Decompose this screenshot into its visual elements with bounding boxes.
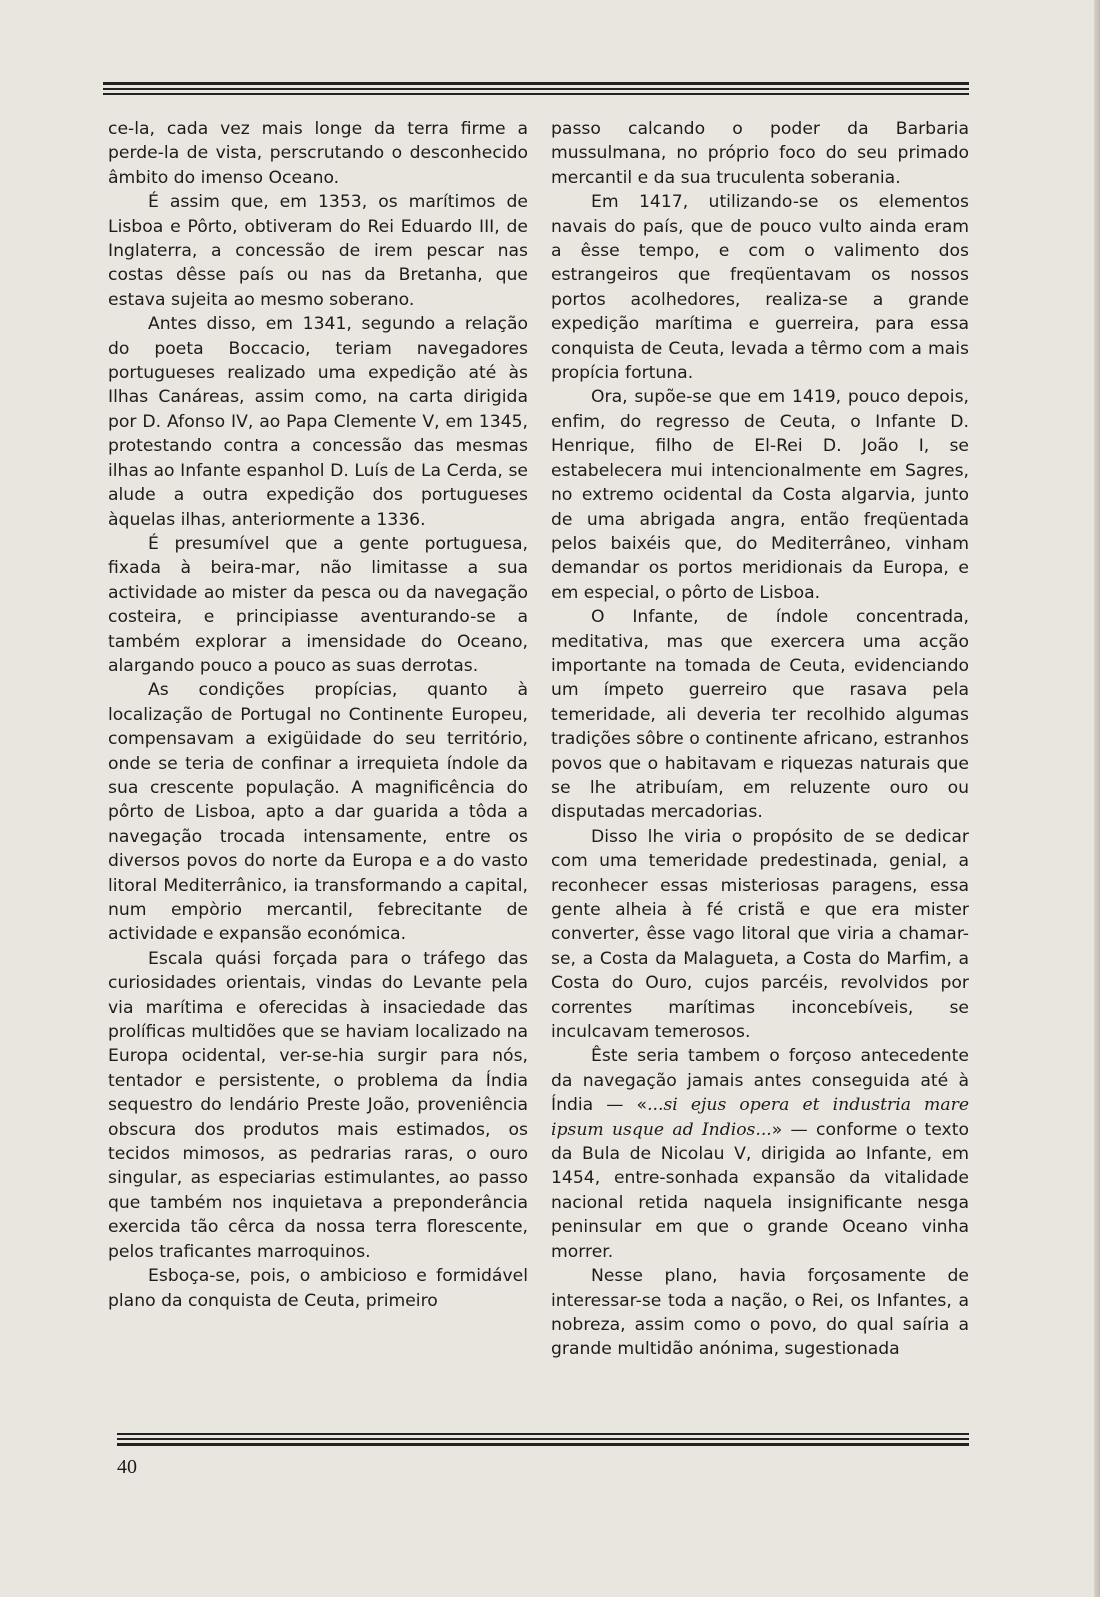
- paragraph: Esboça-se, pois, o ambicioso e formidável plano da conquista de Ceuta, primeiro: [108, 1266, 528, 1311]
- page-number: 40: [117, 1456, 137, 1478]
- latin-quotation: ...si ejus opera et industria mare ipsum usque ad Indios...: [551, 1095, 969, 1140]
- paragraph: Antes disso, em 1341, segundo a relação do poeta Boccacio, teriam navegadores portugueses realizado uma expedição até às Ilhas Canáreas, assim como, na carta dirigida por D. Afonso IV, ao Papa Clemente V, em 1345, protestando contra a concessão das mesmas ilhas ao Infante espanhol D. Luís de La Cerda, se alude a outra expedição dos portugueses àquelas ilhas, anteriormente a 1336.: [108, 314, 528, 530]
- paragraph: Escala quási forçada para o tráfego das curiosidades orientais, vindas do Levante pela via marítima e oferecidas à insaciedade das prolíficas multidões que se haviam localizado na Europa ocidental, ver-se-hia surgir para nós, tentador e persistente, o problema da Índia sequestro do lendário Preste João, proveniência obscura dos produtos mais estimados, os tecidos mimosos, as pedrarias raras, o ouro singular, as especiarias estimulantes, ao passo que também nos inquietava a preponderância exercida tão cêrca da nossa terra florescente, pelos traficantes marroquinos.: [108, 948, 528, 1262]
- right-column: [551, 117, 969, 1362]
- paragraph: Em 1417, utilizando-se os elementos navais do país, que de pouco vulto ainda eram a êsse tempo, e com o valimento dos estrangeiros que freqüentavam os nossos portos acolhedores, realiza-se a grande expedição marítima e guerreira, para essa conquista de Ceuta, levada a têrmo com a mais propícia fortuna.: [551, 192, 969, 384]
- page-edge: [1094, 0, 1100, 1597]
- paragraph: O Infante, de índole concentrada, meditativa, mas que exercera uma acção importante na tomada de Ceuta, evidenciando um ímpeto guerreiro que rasava pela temeridade, ali deveria ter recolhido algumas tradições sôbre o continente africano, estranhos povos que o habitavam e riquezas naturais que se lhe atribuíam, em reluzente ouro ou disputadas mercadorias.: [551, 607, 969, 823]
- paragraph: Ora, supõe-se que em 1419, pouco depois, enfim, do regresso de Ceuta, o Infante D. Henrique, filho de El-Rei D. João I, se estabelecera mui intencionalmente em Sagres, no extremo ocidental da Costa algarvia, junto de uma abrigada angra, então freqüentada pelos baixéis que, do Mediterrâneo, vinham demandar os portos meridionais da Europa, e em especial, o pôrto de Lisboa.: [551, 387, 969, 603]
- paragraph: É presumível que a gente portuguesa, fixada à beira-mar, não limitasse a sua actividade ao mister da pesca ou da navegação costeira, e principiasse aventurando-se a também explorar a imensidade do Oceano, alargando pouco a pouco as suas derrotas.: [108, 533, 528, 676]
- paragraph: Disso lhe viria o propósito de se dedicar com uma temeridade predestinada, genial, a reconhecer essas misteriosas paragens, essa gente alheia à fé cristã e que era mister converter, êsse vago litoral que viria a chamar-se, a Costa da Malagueta, a Costa do Marfim, a Costa do Ouro, cujos parcéis, revolvidos por correntes marítimas inconcebíveis, se inculcavam temerosos.: [551, 826, 969, 1043]
- footer-rule: [117, 1433, 969, 1449]
- quote-trail-text: » — conforme o texto da Bula de Nicolau V, dirigida ao Infante, em 1454, entre-sonhada expansão da vitalidade nacional retida naquela insignificante nesga peninsular em que o grande Oceano vinha morrer.: [551, 1119, 969, 1262]
- left-column: [108, 117, 528, 1313]
- paragraph: É assim que, em 1353, os marítimos de Lisboa e Pôrto, obtiveram do Rei Eduardo III, de Inglaterra, a concessão de irem pescar nas costas dêsse país ou nas da Bretanha, que estava sujeita ao mesmo soberano.: [108, 192, 528, 310]
- quote-lead-text: Êste seria tambem o forçoso antecedente da navegação jamais antes conseguida até à Índia — «: [551, 1046, 969, 1116]
- paragraph: Nesse plano, havia forçosamente de interessar-se toda a nação, o Rei, os Infantes, a nobreza, assim como o povo, do qual saíria a grande multidão anónima, sugestionada: [551, 1266, 969, 1360]
- header-rule: [103, 82, 969, 98]
- paragraph-with-quotation: [551, 1044, 969, 1264]
- paragraph: passo calcando o poder da Barbaria mussulmana, no próprio foco do seu primado mercantil e da sua truculenta soberania.: [551, 119, 969, 188]
- paragraph: As condições propícias, quanto à localização de Portugal no Continente Europeu, compensavam a exigüidade do seu território, onde se teria de confinar a irrequieta índole da sua crescente população. A magnificência do pôrto de Lisboa, apto a dar guarida a tôda a navegação trocada intensamente, entre os diversos povos do norte da Europa e a do vasto litoral Mediterrânico, ia transformando a capital, num empòrio mercantil, febrecitante de actividade e expansão económica.: [108, 680, 528, 945]
- paragraph: ce-la, cada vez mais longe da terra firme a perde-la de vista, perscrutando o desconhecido âmbito do imenso Oceano.: [108, 119, 528, 188]
